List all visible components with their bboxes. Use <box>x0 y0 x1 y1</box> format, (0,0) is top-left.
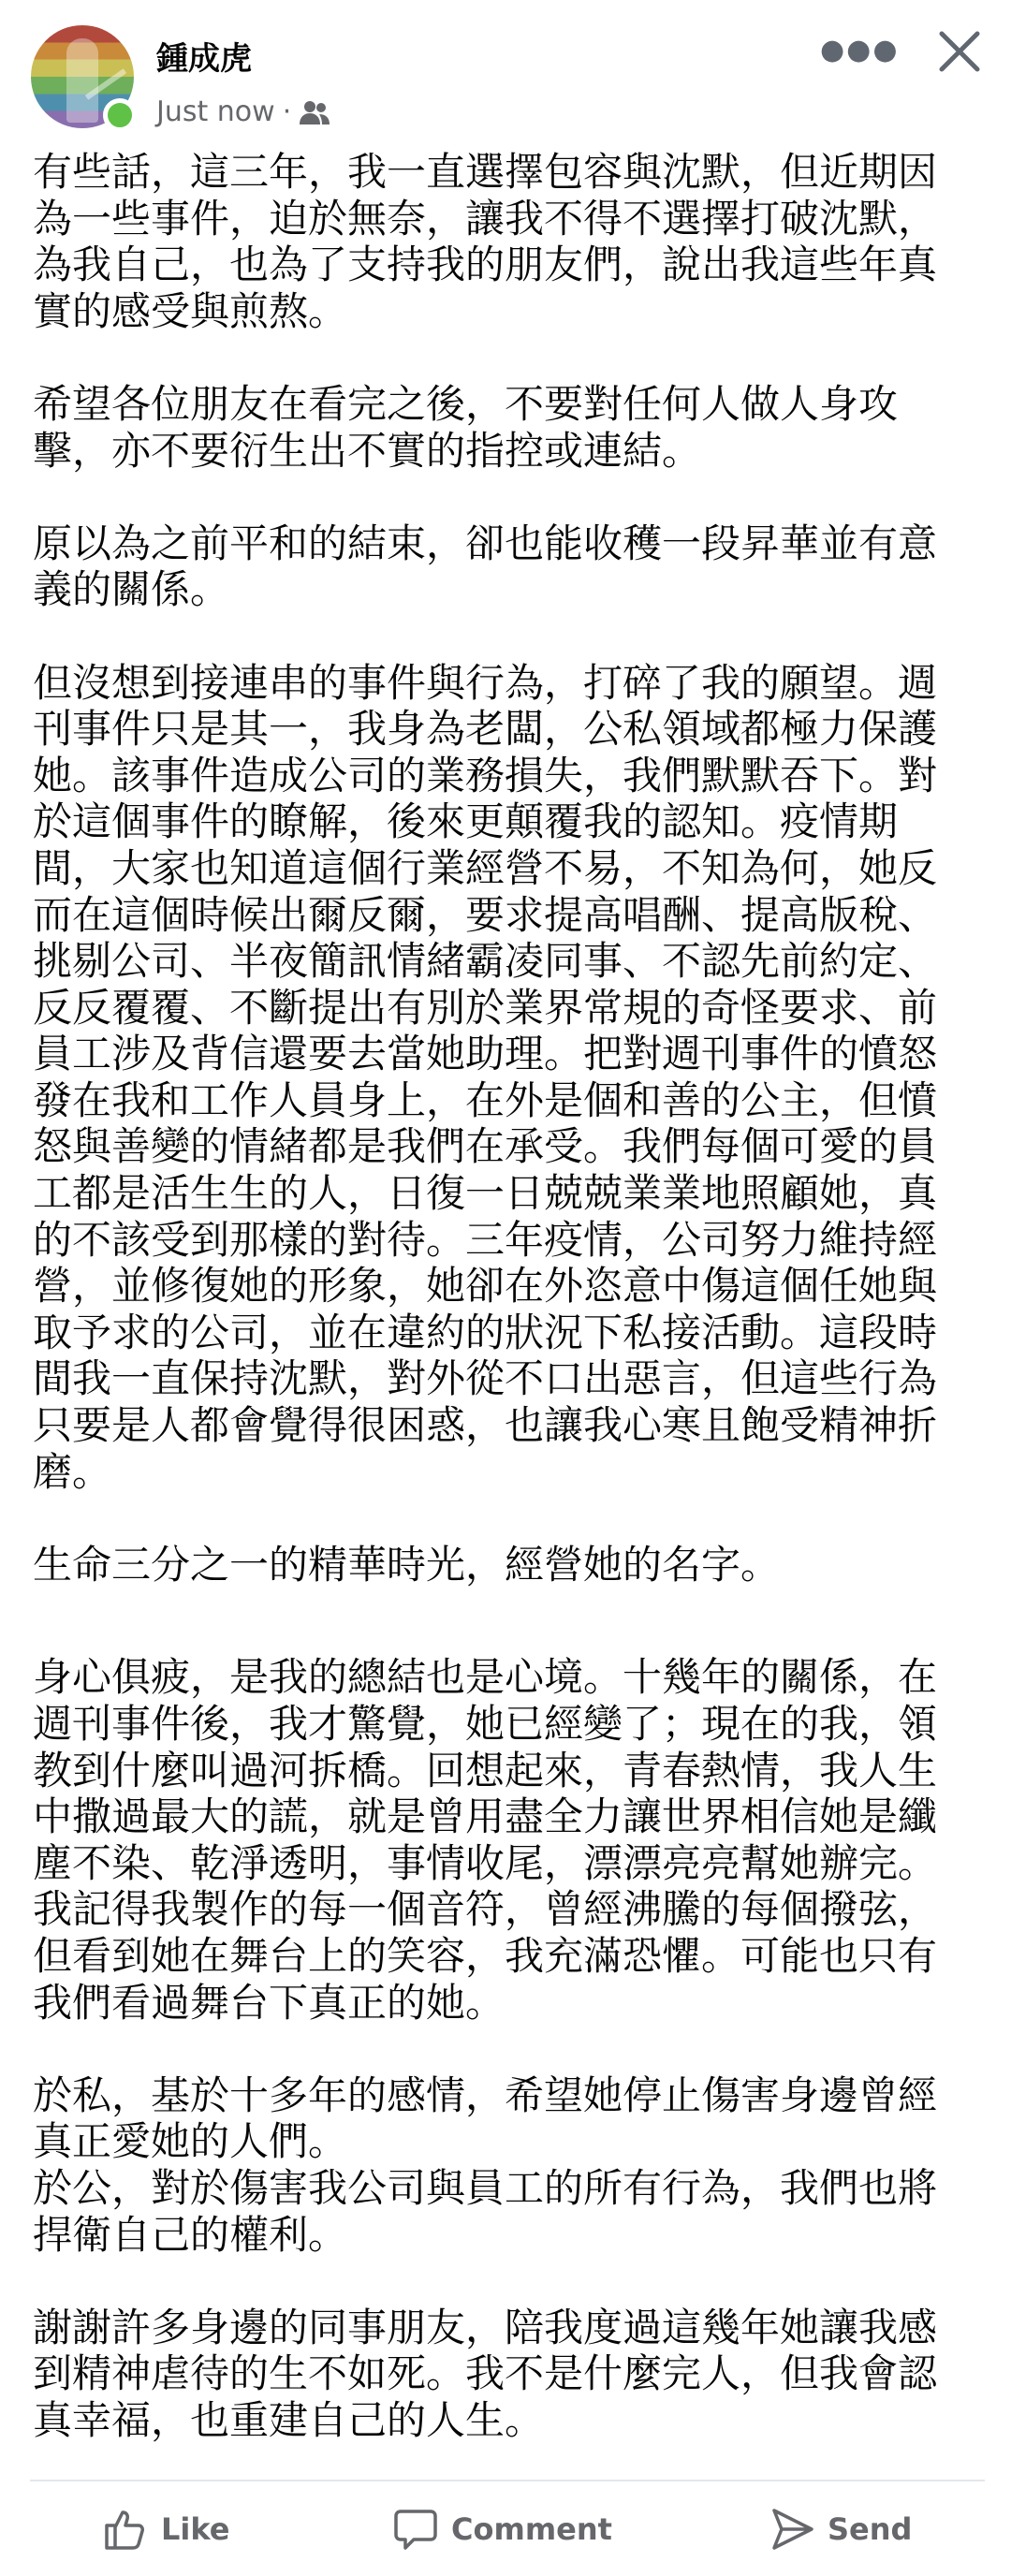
send-button[interactable] <box>769 2505 912 2554</box>
post-line: 取予求的公司，並在違約的狀況下私接活動。這段時 <box>33 1309 938 1355</box>
post-line: 間，大家也知道這個行業經營不易，不知為何，她反 <box>33 844 938 891</box>
post-line: 捍衛自己的權利。 <box>33 2211 348 2258</box>
post-line: 於公，對於傷害我公司與員工的所有行為，我們也將 <box>33 2164 938 2211</box>
post-line: 擊，亦不要衍生出不實的指控或連結。 <box>33 427 702 474</box>
post-line: 生命三分之一的精華時光，經營她的名字。 <box>33 1541 781 1588</box>
post-paragraph <box>33 1654 988 2026</box>
post-meta <box>156 95 330 130</box>
post-line: 義的關係。 <box>33 566 230 613</box>
post-paragraph <box>33 1542 988 1588</box>
post-line: 真幸福，也重建自己的人生。 <box>33 2396 545 2443</box>
post-line: 謝謝許多身邊的同事朋友，陪我度過這幾年她讓我感 <box>33 2304 938 2350</box>
close-icon[interactable] <box>936 28 983 75</box>
send-icon <box>769 2507 814 2552</box>
like-button[interactable] <box>103 2505 229 2554</box>
post-line: 我記得我製作的每一個音符，曾經沸騰的每個撥弦， <box>33 1886 938 1933</box>
post-line: 發在我和工作人員身上，在外是個和善的公主，但憤 <box>33 1076 938 1123</box>
meta-separator: · <box>282 95 292 128</box>
post-line: 只要是人都會覺得很困惑，也讓我心寒且飽受精神折 <box>33 1402 938 1449</box>
post-line: 怒與善變的情緒都是我們在承受。我們每個可愛的員 <box>33 1123 938 1170</box>
post-line: 教到什麼叫過河拆橋。回想起來，青春熱情，我人生 <box>33 1747 938 1793</box>
post-line: 為一些事件，迫於無奈，讓我不得不選擇打破沈默， <box>33 195 938 242</box>
post-line: 間我一直保持沈默，對外從不口出惡言，但這些行為 <box>33 1355 938 1402</box>
send-label: Send <box>828 2511 913 2547</box>
post-line: 工都是活生生的人，日復一日兢兢業業地照顧她，真 <box>33 1170 938 1217</box>
actions-divider <box>30 2480 985 2481</box>
post-line: 到精神虐待的生不如死。我不是什麼完人，但我會認 <box>33 2350 938 2397</box>
post-line: 的不該受到那樣的對待。三年疫情，公司努力維持經 <box>33 1216 938 1263</box>
post-paragraph <box>33 381 988 474</box>
post-line: 有些話，這三年，我一直選擇包容與沈默，但近期因 <box>33 149 938 195</box>
post-paragraph <box>33 2072 988 2258</box>
post-line: 反反覆覆、不斷提出有別於業界常規的奇怪要求、前 <box>33 984 938 1031</box>
post-line: 但沒想到接連串的事件與行為，打碎了我的願望。週 <box>33 659 938 706</box>
online-status-dot <box>103 98 137 132</box>
post-line: 但看到她在舞台上的笑容，我充滿恐懼。可能也只有 <box>33 1932 938 1979</box>
post-line: 原以為之前平和的結束，卻也能收穫一段昇華並有意 <box>33 520 938 566</box>
post-line: 我們看過舞台下真正的她。 <box>33 1979 506 2026</box>
like-icon <box>103 2507 148 2552</box>
post-paragraph <box>33 149 988 334</box>
post-line: 營，並修復她的形象，她卻在外恣意中傷這個任她與 <box>33 1263 938 1310</box>
comment-icon <box>393 2507 438 2552</box>
post-line: 於私，基於十多年的感情，希望她停止傷害身邊曾經 <box>33 2071 938 2118</box>
comment-label: Comment <box>451 2511 612 2547</box>
post-line: 塵不染、乾淨透明，事情收尾，漂漂亮亮幫她辦完。 <box>33 1839 938 1886</box>
post-line: 刊事件只是其一，我身為老闆，公私領域都極力保護 <box>33 706 938 753</box>
like-label: Like <box>161 2511 230 2547</box>
post-line: 週刊事件後，我才驚覺，她已經變了；現在的我，領 <box>33 1701 938 1747</box>
post-line: 挑剔公司、半夜簡訊情緒霸凌同事、不認先前約定、 <box>33 938 938 985</box>
post-actions <box>0 2505 1011 2554</box>
post-line: 而在這個時候出爾反爾，要求提高唱酬、提高版稅、 <box>33 891 938 938</box>
post-body <box>33 149 988 2444</box>
post-line: 身心俱疲，是我的總結也是心境。十幾年的關係，在 <box>33 1654 938 1701</box>
post-line: 實的感受與煎熬。 <box>33 287 348 334</box>
post-paragraph <box>33 520 988 613</box>
friends-icon[interactable] <box>299 99 330 125</box>
more-dots-icon[interactable]: ●●● <box>820 34 900 66</box>
post-paragraph <box>33 660 988 1496</box>
post-line: 於這個事件的瞭解，後來更顛覆我的認知。疫情期 <box>33 798 899 845</box>
post-line: 磨。 <box>33 1448 112 1495</box>
avatar-figure <box>66 38 98 123</box>
post-line: 希望各位朋友在看完之後，不要對任何人做人身攻 <box>33 380 899 427</box>
post-timestamp[interactable]: Just now <box>156 95 275 128</box>
post-line: 中撒過最大的謊，就是曾用盡全力讓世界相信她是纖 <box>33 1793 938 1840</box>
post-line: 員工涉及背信還要去當她助理。把對週刊事件的憤怒 <box>33 1031 938 1077</box>
post-line: 真正愛她的人們。 <box>33 2118 348 2165</box>
post-line: 為我自己，也為了支持我的朋友們，說出我這些年真 <box>33 242 938 288</box>
author-name[interactable]: 鍾成虎 <box>156 40 252 78</box>
comment-button[interactable] <box>393 2505 612 2554</box>
post-line: 她。該事件造成公司的業務損失，我們默默吞下。對 <box>33 752 938 798</box>
post-paragraph <box>33 2305 988 2444</box>
